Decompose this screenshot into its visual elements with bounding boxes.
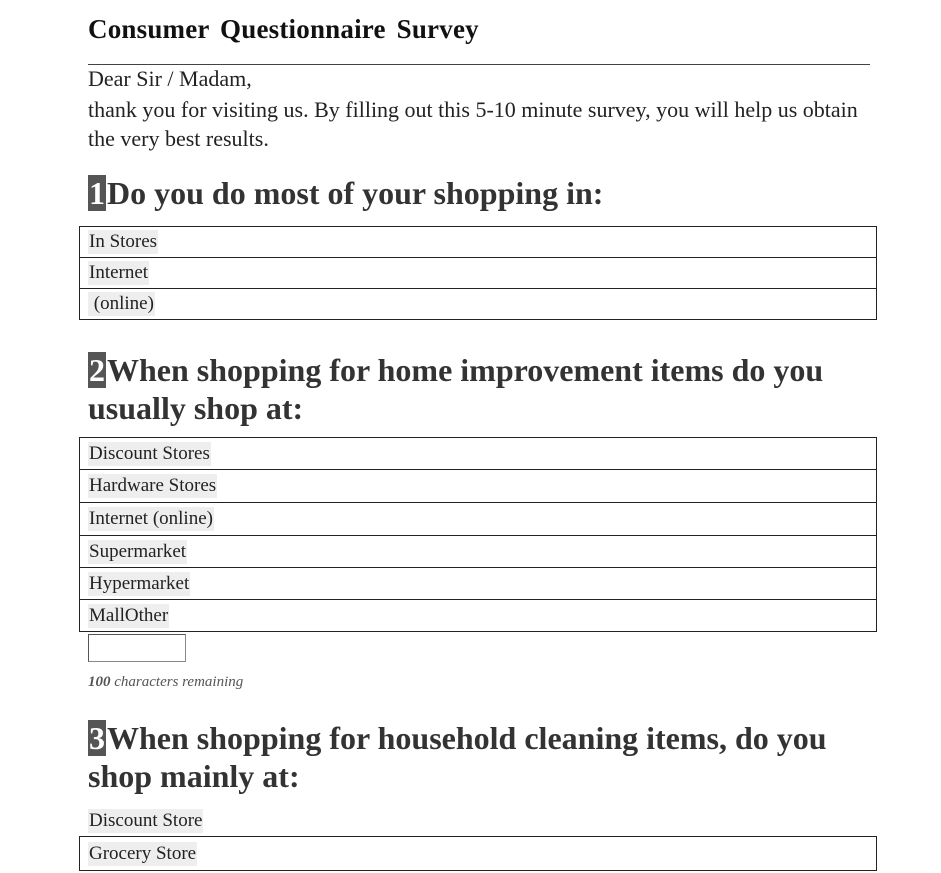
question-1-heading <box>88 174 878 212</box>
question-number-badge: 1 <box>89 175 105 211</box>
question-2-heading <box>88 351 878 427</box>
option-row[interactable] <box>79 437 877 470</box>
remaining-count: 100 <box>88 674 111 690</box>
option-row[interactable] <box>79 599 877 632</box>
option-label: Hardware Stores <box>89 475 217 496</box>
option-label: Supermarket <box>89 540 187 562</box>
option-row[interactable] <box>79 502 877 536</box>
question-number-badge: 3 <box>89 720 105 756</box>
option-label: Discount Store <box>89 810 203 831</box>
option-label: Internet <box>89 262 149 283</box>
option-row[interactable] <box>79 257 877 289</box>
question-3-heading <box>88 719 878 795</box>
question-text: When shopping for household cleaning items, do you shop mainly at: <box>88 720 827 794</box>
intro-text: thank you for visiting us. By filling out this 5-10 minute survey, you will help us obtain the very best results. <box>88 97 858 151</box>
title-divider <box>88 64 870 65</box>
question-text: Do you do most of your shopping in: <box>107 175 604 211</box>
option-label: Internet (online) <box>89 508 213 529</box>
question-number-badge: 2 <box>89 352 105 388</box>
greeting-text: Dear Sir / Madam, <box>88 66 252 91</box>
remaining-label: characters remaining <box>110 674 244 690</box>
question-text: When shopping for home improvement items do you usually shop at: <box>88 352 824 426</box>
option-label: MallOther <box>89 604 169 626</box>
option-label: Discount Stores <box>89 442 210 464</box>
option-label: Grocery Store <box>89 842 197 864</box>
option-row[interactable] <box>79 836 877 871</box>
option-row[interactable] <box>79 288 877 320</box>
option-row[interactable] <box>79 567 877 600</box>
option-label: In Stores <box>89 231 158 252</box>
option-label: (online) <box>89 293 154 314</box>
question-3-options <box>79 805 877 871</box>
option-row[interactable] <box>79 535 877 568</box>
option-label: Hypermarket <box>89 572 190 594</box>
characters-remaining <box>88 674 243 691</box>
page-title: Consumer Questionnaire Survey <box>88 14 479 44</box>
question-2-options <box>79 437 877 632</box>
option-row[interactable] <box>79 469 877 503</box>
option-row[interactable] <box>79 226 877 258</box>
question-1-options <box>79 226 877 320</box>
option-row[interactable] <box>79 805 877 837</box>
other-text-input[interactable] <box>88 634 186 662</box>
